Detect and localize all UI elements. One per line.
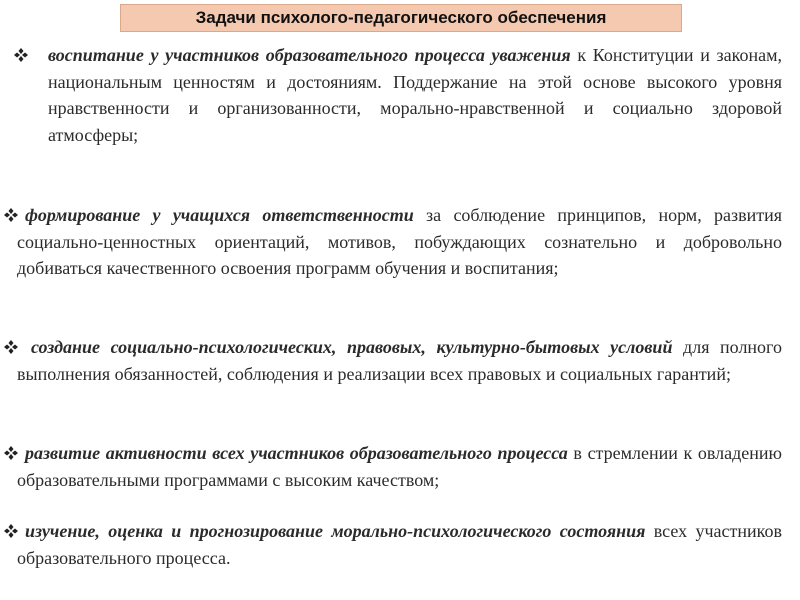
title-banner: [120, 4, 682, 32]
four-diamond-bullet-icon: [14, 48, 28, 62]
item-text: к Конституции и законам, национальным ценностям и достояниям. Поддержание на этой основе высокого уровня нравственности и организованности, морально-нравственной и социально здоровой атмосферы;: [48, 45, 782, 145]
four-diamond-bullet-icon: [4, 446, 18, 460]
item-emphasis: изучение, оценка и прогнозирование морально-психологического состояния: [25, 521, 646, 541]
four-diamond-bullet-icon: [4, 524, 18, 538]
four-diamond-bullet-icon: [4, 208, 18, 222]
item-text: в стремлении к овладению образовательными программами с высоким качеством;: [17, 443, 783, 490]
four-diamond-bullet-icon: [4, 340, 18, 354]
item-emphasis: развитие активности всех участников образовательного процесса: [25, 443, 568, 463]
item-text: для полного выполнения обязанностей, соблюдения и реализации всех правовых и социальных гарантий;: [17, 337, 782, 384]
item-text: за соблюдение принципов, норм, развития социально-ценностных ориентаций, мотивов, побуждающих сознательно и добровольно добиваться качественного освоения программ обучения и воспитания;: [17, 205, 782, 278]
list-item: [48, 42, 782, 148]
item-emphasis: создание социально-психологических, правовых, культурно-бытовых условий: [31, 337, 673, 357]
item-text: всех участников образовательного процесса.: [17, 521, 782, 568]
list-item: [17, 440, 782, 493]
slide-title: Задачи психолого-педагогического обеспечения: [195, 8, 607, 27]
item-emphasis: формирование у учащихся ответственности: [25, 205, 414, 225]
item-emphasis: воспитание у участников образовательного процесса уважения: [48, 45, 571, 65]
list-item: [17, 202, 782, 282]
list-item: [17, 518, 782, 571]
list-item: [17, 334, 782, 387]
